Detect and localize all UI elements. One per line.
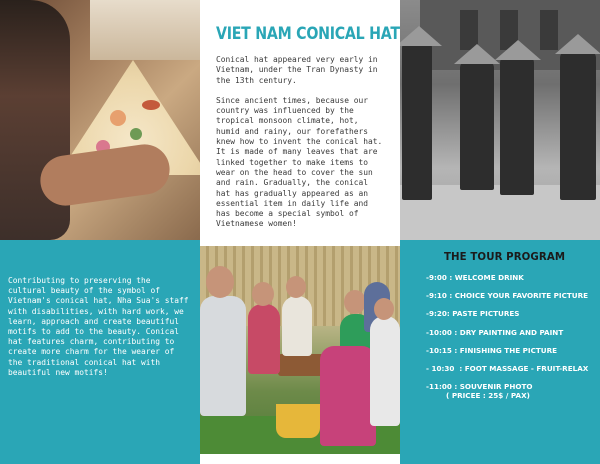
hat-painting-photo — [0, 0, 200, 240]
guest-head — [374, 298, 394, 320]
painted-flower — [110, 110, 126, 126]
guest-head — [344, 290, 366, 314]
tour-item-foot-massage: - 10:30 : FOOT MASSAGE - FRUIT-RELAX — [426, 364, 589, 374]
intro-paragraph-1: Conical hat appeared very early in Vietnam, under the Tran Dynasty in the 13th century. — [216, 55, 378, 85]
tour-item-choose-picture: -9:10 : CHOICE YOUR FAVORITE PICTURE — [426, 291, 589, 301]
villager-figure — [560, 50, 596, 200]
tour-program-title: THE TOUR PROGRAM — [444, 252, 566, 263]
painted-bird — [142, 100, 160, 110]
guest-head — [206, 266, 234, 298]
guest-person — [248, 304, 280, 374]
villager-figure — [500, 55, 534, 195]
table-surface — [90, 0, 200, 60]
intro-panel — [200, 0, 400, 240]
guest-person — [370, 316, 400, 426]
intro-paragraph-2: Since ancient times, because our country was influenced by the tropical monsoon climate, hot, humid and rainy, our forefathers knew how to invent the conical hat. It is made of many leaves that are linked together to make items to wear on the head to cover the sun and rain. Gradually, the conical hat has gradually appeared as an essential item in daily life and has become a special symbol of Vietnamese women! — [216, 95, 383, 229]
group-photo — [200, 246, 400, 454]
tour-program-panel — [400, 240, 600, 464]
tour-item-welcome-drink: -9:00 : WELCOME DRINK — [426, 273, 524, 282]
painted-flower — [130, 128, 142, 140]
building-window — [460, 10, 478, 50]
tour-item-finishing: -10:15 : FINISHING THE PICTURE — [426, 345, 558, 355]
mission-text: Contributing to preserving the cultural beauty of the symbol of Vietnam's conical hat, Nha Sua's staff with disabilities, with hard work, we learn, approach and create beautiful motifs to add to the beauty. Conical hat features charm, contributing to create more charm for the wearer of the traditional conical hat with beautiful new motifs! — [8, 276, 189, 377]
tour-item-souvenir-photo: -11:00 : SOUVENIR PHOTO ( PRICEE : 25$ / PAX) — [426, 382, 533, 401]
archive-photo — [400, 0, 600, 240]
building-window — [540, 10, 558, 50]
mission-panel — [0, 240, 200, 464]
tour-item-dry-painting: -10:00 : DRY PAINTING AND PAINT — [426, 327, 564, 337]
guest-person — [320, 346, 376, 446]
guest-head — [286, 276, 306, 298]
villager-figure — [460, 60, 494, 190]
page-title: VIET NAM CONICAL HAT — [216, 24, 400, 43]
tour-item-paste-pictures: -9:20: PASTE PICTURES — [426, 309, 520, 319]
guest-person — [282, 296, 312, 356]
villager-figure — [402, 40, 432, 200]
guest-head — [252, 282, 274, 306]
guest-person — [200, 296, 246, 416]
foot-basin — [276, 404, 320, 438]
